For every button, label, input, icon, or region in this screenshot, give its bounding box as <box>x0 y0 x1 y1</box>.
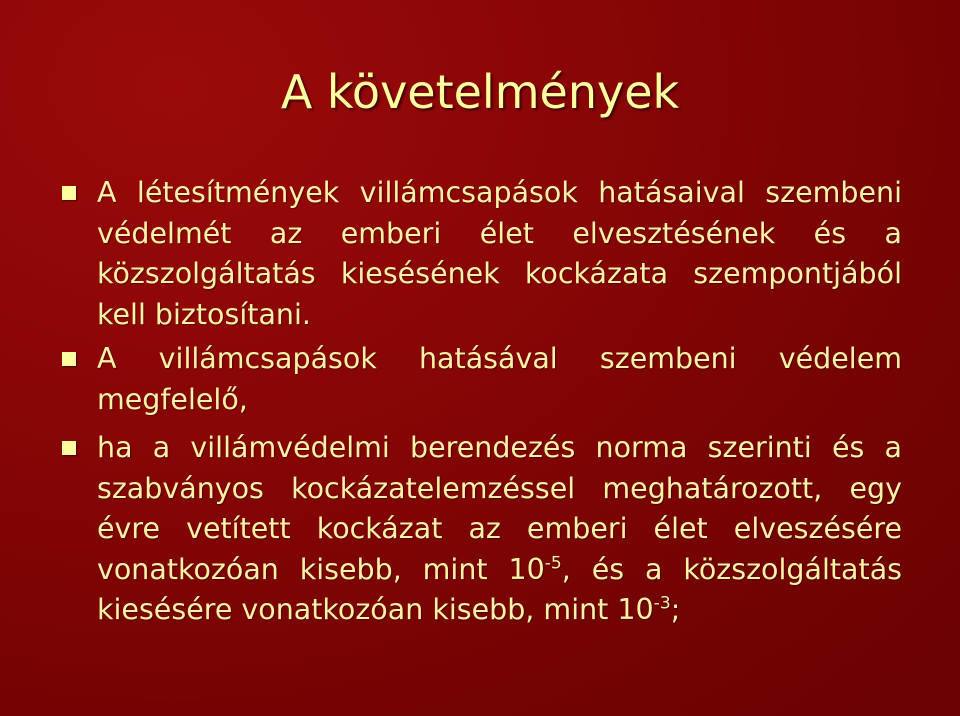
bullet-text-3b: , és a közszolgáltatás kiesésére vonatkozóan kisebb, mint 10 <box>97 552 903 626</box>
bullet-item-2 <box>62 339 902 420</box>
bullet-list <box>62 173 902 631</box>
bullet-text-2: A villámcsapások hatásával szembeni védelem megfelelő, <box>97 342 902 416</box>
slide-title: A követelmények <box>280 65 680 119</box>
bullet-text-1: A létesítmények villámcsapások hatásaival szembeni védelmét az emberi élet elvesztésének és a közszolgáltatás kiesésének kockázata szempontjából kell biztosítani. <box>97 176 902 331</box>
exponent-2: -3 <box>653 593 671 614</box>
square-bullet-icon <box>62 186 76 200</box>
square-bullet-icon <box>62 352 76 366</box>
square-bullet-icon <box>62 441 76 455</box>
bullet-text-3c: ; <box>670 593 681 626</box>
bullet-text-3a: ha a villámvédelmi berendezés norma szerinti és a szabványos kockázatelemzéssel meghatározott, egy évre vetített kockázat az emberi élet elveszésére vonatkozóan kisebb, mint 10 <box>97 431 902 586</box>
bullet-item-1 <box>62 173 902 335</box>
bullet-item-3 <box>62 428 902 631</box>
exponent-1: -5 <box>544 553 562 573</box>
